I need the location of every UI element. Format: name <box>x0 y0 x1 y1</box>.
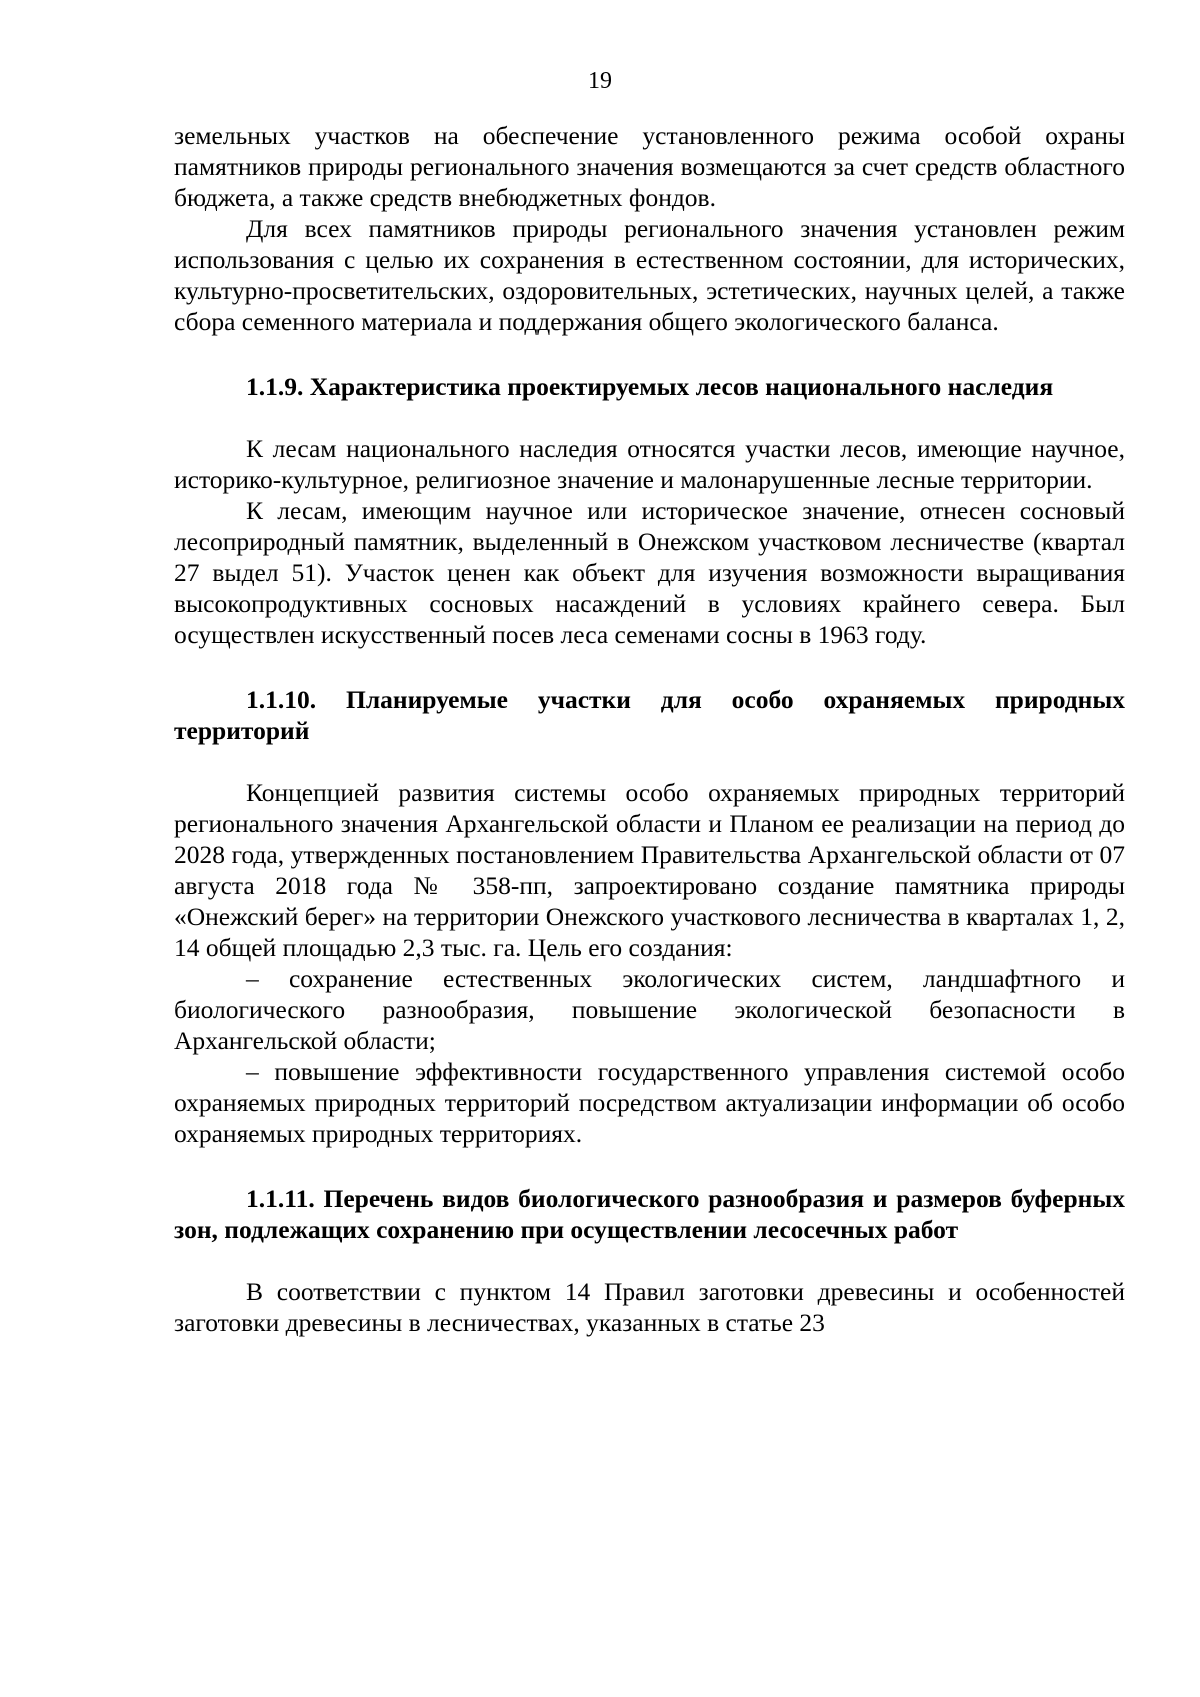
section-heading-1-1-11: 1.1.11. Перечень видов биологического разнообразия и размеров буферных зон, подлежащих сохранению при осуществлении лесосечных работ <box>174 1184 1125 1244</box>
paragraph-rules: В соответствии с пунктом 14 Правил заготовки древесины и особенностей заготовки древесины в лесничествах, указанных в статье 23 <box>174 1277 1125 1337</box>
page-number: 19 <box>588 68 612 94</box>
section-heading-1-1-9: 1.1.9. Характеристика проектируемых лесов национального наследия <box>246 372 1054 401</box>
section-heading-1-1-10: 1.1.10. Планируемые участки для особо охраняемых природных территорий <box>174 685 1125 745</box>
spacer <box>174 1245 1125 1276</box>
list-item-efficiency: – повышение эффективности государственного управления системой особо охраняемых природных территорий посредством актуализации информации об особо охраняемых природных территориях. <box>174 1057 1125 1148</box>
page-content <box>174 120 1125 1338</box>
spacer <box>174 402 1125 433</box>
spacer <box>174 746 1125 777</box>
paragraph-national-heritage: К лесам национального наследия относятся участки лесов, имеющие научное, историко-культурное, религиозное значение и малонарушенные лесные территории. <box>174 434 1125 494</box>
list-item-preservation: – сохранение естественных экологических систем, ландшафтного и биологического разнообразия, повышение экологической безопасности в Архангельской области; <box>174 964 1125 1055</box>
paragraph-scientific-value: К лесам, имеющим научное или историческое значение, отнесен сосновый лесоприродный памятник, выделенный в Онежском участковом лесничестве (квартал 27 выдел 51). Участок ценен как объект для изучения возможности выращивания высокопродуктивных сосновых насаждений в условиях крайнего севера. Был осуществлен искусственный посев леса семенами сосны в 1963 году. <box>174 496 1125 649</box>
spacer <box>174 1149 1125 1183</box>
paragraph-regime: Для всех памятников природы регионального значения установлен режим использования с целью их сохранения в естественном состоянии, для исторических, культурно-просветительских, оздоровительных, эстетических, научных целей, а также сбора семенного материала и поддержания общего экологического баланса. <box>174 214 1125 336</box>
paragraph-continuation: земельных участков на обеспечение установленного режима особой охраны памятников природы регионального значения возмещаются за счет средств областного бюджета, а также средств внебюджетных фондов. <box>174 121 1125 212</box>
paragraph-concept: Концепцией развития системы особо охраняемых природных территорий регионального значения Архангельской области и Планом ее реализации на период до 2028 года, утвержденных постановлением Правительства Архангельской области от 07 августа 2018 года № 358-пп, запроектировано создание памятника природы «Онежский берег» на территории Онежского участкового лесничества в кварталах 1, 2, 14 общей площадью 2,3 тыс. га. Цель его создания: <box>174 778 1125 962</box>
spacer <box>174 650 1125 684</box>
spacer <box>174 337 1125 371</box>
